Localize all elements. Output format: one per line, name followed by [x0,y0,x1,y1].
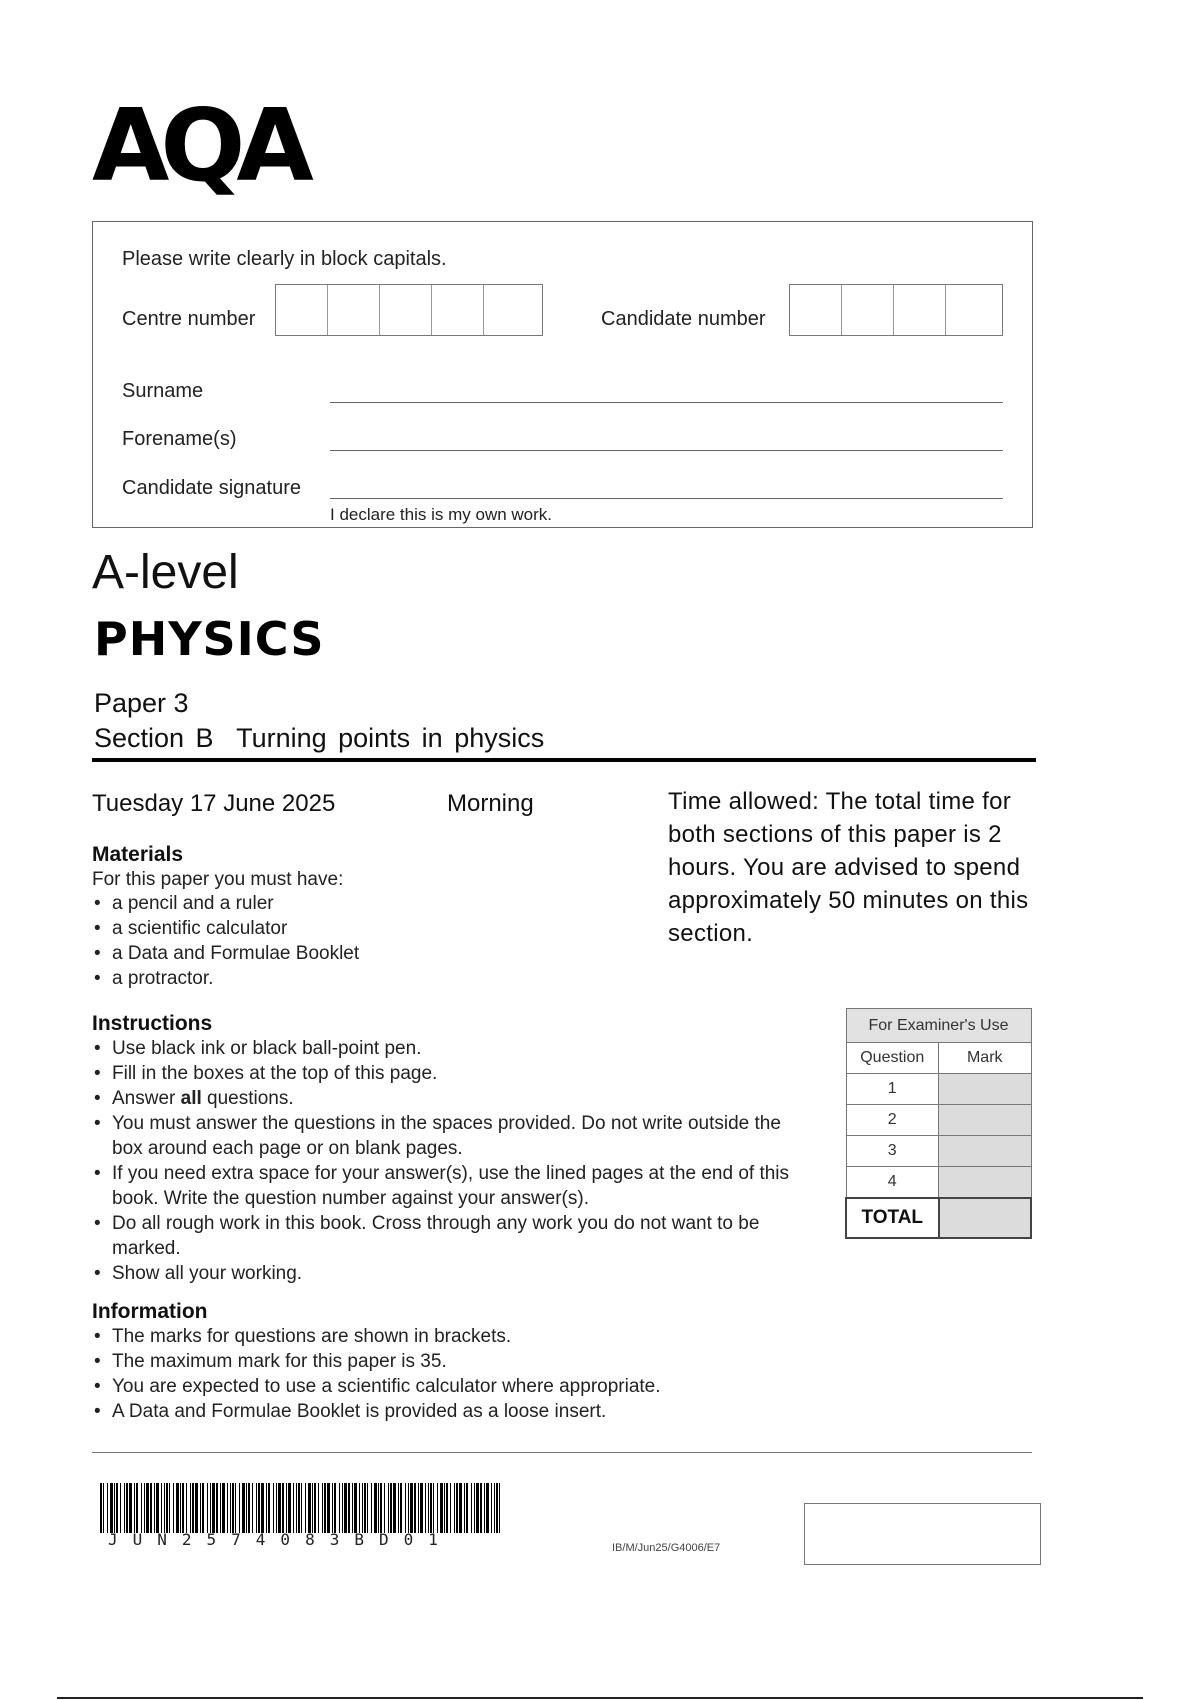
materials-section [92,843,652,991]
time-allowed: Time allowed: The total time for both sections of this paper is 2 hours. You are advised to spend approximately 50 minutes on this section. [668,788,1029,947]
forenames-label: Forename(s) [122,428,237,450]
question-column-header: Question [846,1043,939,1074]
list-item: • The maximum mark for this paper is 35. [92,1349,812,1374]
materials-heading: Materials [92,843,184,866]
centre-number-digit[interactable] [380,285,432,335]
centre-number-digit[interactable] [484,285,542,335]
aqa-logo: AQA [92,87,305,204]
candidate-number-label: Candidate number [601,308,766,330]
examiner-use-table [845,1008,1032,1239]
list-item: • You must answer the questions in the spaces provided. Do not write outside the box around each page or on blank pages. [92,1111,812,1161]
candidate-number-digit[interactable] [790,285,842,335]
paper-reference: IB/M/Jun25/G4006/E7 [612,1542,721,1554]
centre-number-digit[interactable] [328,285,380,335]
barcode-text: JUN2574083BD01 [108,1530,453,1549]
exam-session: Morning [447,790,534,817]
question-number: 4 [846,1167,939,1199]
examiner-table-title: For Examiner's Use [846,1009,1031,1043]
list-item: • Use black ink or black ball-point pen. [92,1036,812,1061]
mark-cell [939,1136,1032,1167]
question-number: 1 [846,1074,939,1105]
mark-cell [939,1167,1032,1199]
mark-cell [939,1105,1032,1136]
question-number: 2 [846,1105,939,1136]
subject-title: PHYSICS [94,612,325,666]
question-number: 3 [846,1136,939,1167]
list-item: • a scientific calculator [92,916,652,941]
block-capitals-instruction: Please write clearly in block capitals. [122,248,447,270]
centre-number-label: Centre number [122,308,256,330]
list-item: • You are expected to use a scientific calculator where appropriate. [92,1374,812,1399]
forenames-field[interactable] [330,450,1003,451]
total-mark-cell [939,1198,1032,1238]
information-section [92,1300,812,1424]
list-item: • a Data and Formulae Booklet [92,941,652,966]
candidate-number-digit[interactable] [894,285,946,335]
signature-field[interactable] [330,498,1003,499]
mark-column-header: Mark [939,1043,1032,1074]
page-bottom-rule [57,1697,1143,1699]
candidate-number-digit[interactable] [842,285,894,335]
instructions-heading: Instructions [92,1012,213,1035]
paper-number: Paper 3 [94,688,189,718]
exam-date: Tuesday 17 June 2025 [92,790,336,817]
qualification-level: A-level [92,546,239,599]
declaration-text: I declare this is my own work. [330,505,553,524]
surname-field[interactable] [330,402,1003,403]
information-heading: Information [92,1300,208,1323]
centre-number-boxes[interactable] [275,284,543,336]
mark-cell [939,1074,1032,1105]
candidate-number-boxes[interactable] [789,284,1003,336]
list-item: • The marks for questions are shown in brackets. [92,1324,812,1349]
total-label: TOTAL [846,1198,939,1238]
signature-label: Candidate signature [122,477,302,499]
list-item: • Do all rough work in this book. Cross through any work you do not want to be marked. [92,1211,812,1261]
surname-label: Surname [122,380,204,402]
section-title: Section B Turning points in physics [94,723,545,753]
blank-box [804,1503,1041,1565]
centre-number-digit[interactable] [432,285,484,335]
title-divider [92,758,1036,762]
instructions-section [92,1012,812,1286]
list-item: • Answer all questions. [92,1086,812,1111]
materials-intro: For this paper you must have: [92,869,344,890]
list-item: • If you need extra space for your answer(s), use the lined pages at the end of this book. Write the question number against your answer(s). [92,1161,812,1211]
list-item: • Show all your working. [92,1261,812,1286]
list-item: • a protractor. [92,966,652,991]
list-item: • A Data and Formulae Booklet is provided as a loose insert. [92,1399,812,1424]
centre-number-digit[interactable] [276,285,328,335]
footer-divider [92,1452,1032,1453]
list-item: • Fill in the boxes at the top of this page. [92,1061,812,1086]
candidate-details-box [92,221,1033,528]
candidate-number-digit[interactable] [946,285,1002,335]
list-item: • a pencil and a ruler [92,891,652,916]
barcode-image [100,1483,500,1533]
